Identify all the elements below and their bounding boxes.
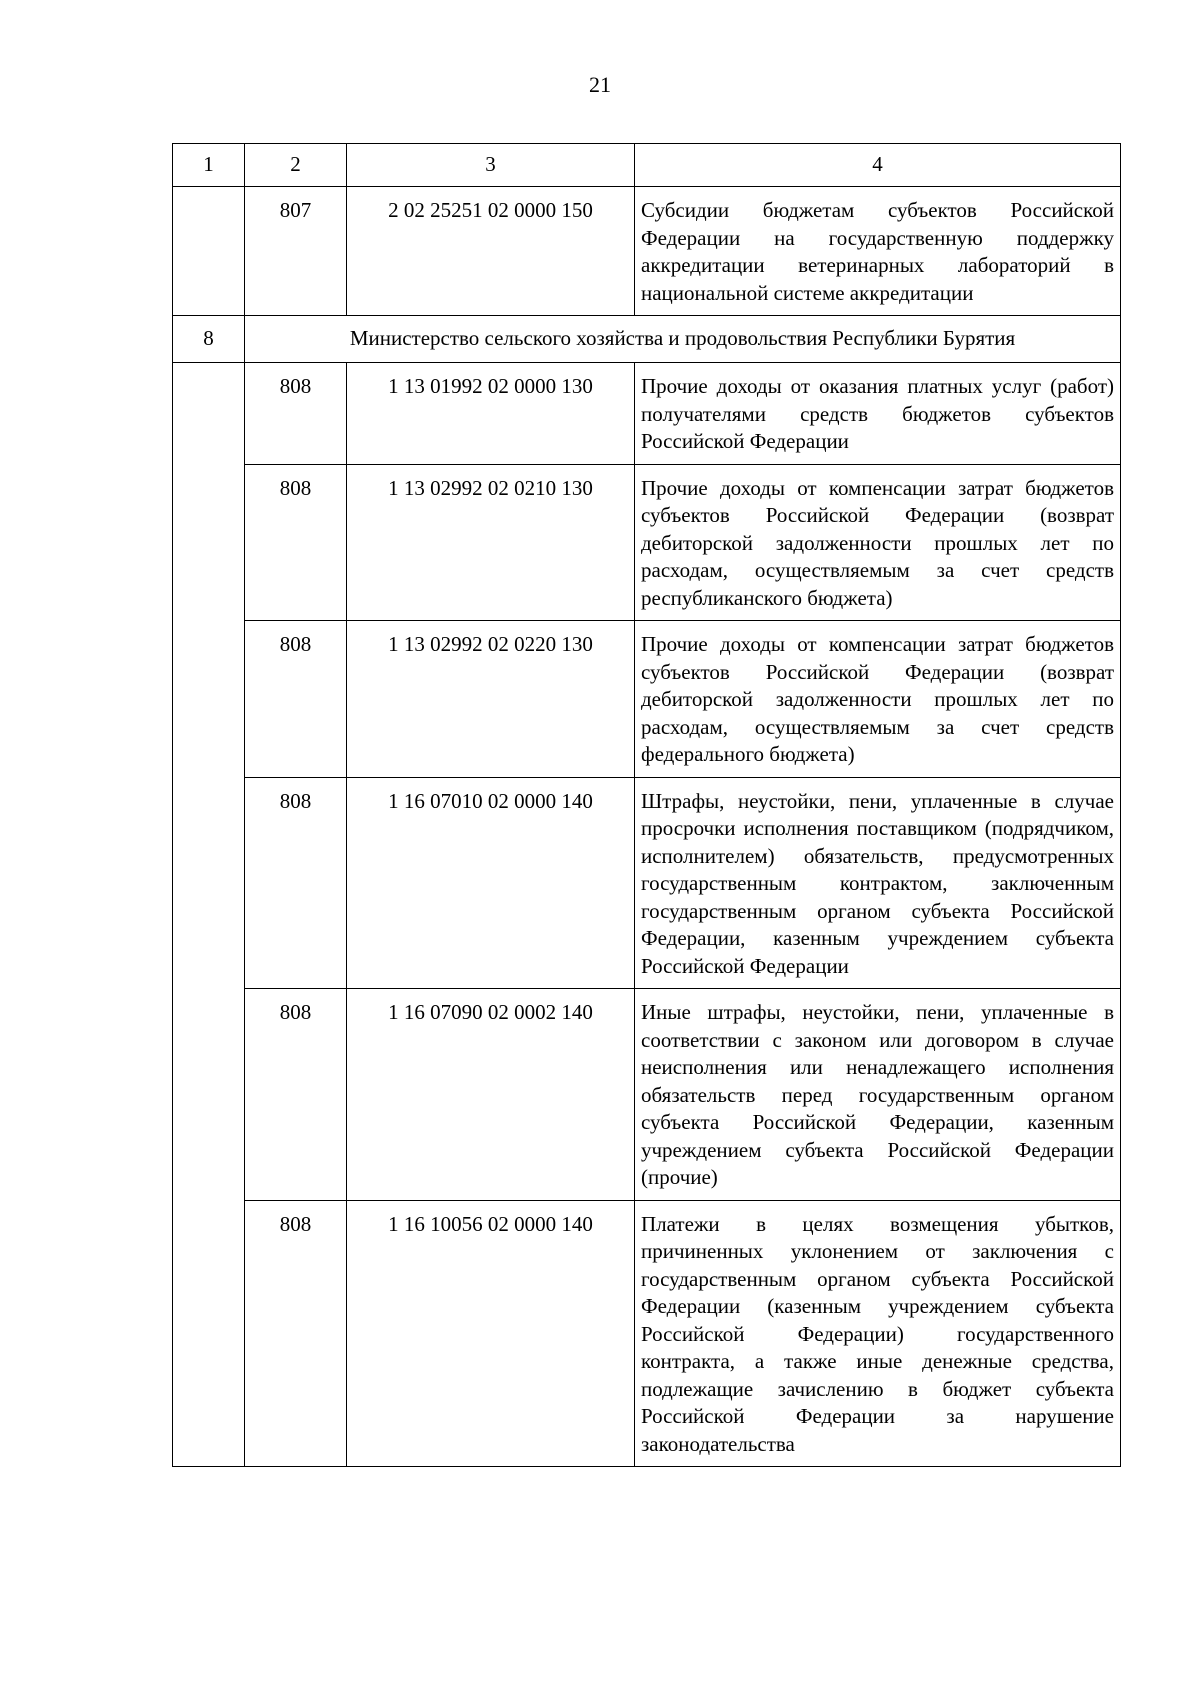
header-col-1: 1	[173, 144, 245, 187]
section-number: 8	[173, 316, 245, 363]
budget-code-cell: 1 16 07090 02 0002 140	[347, 989, 635, 1201]
table-row	[173, 187, 1121, 316]
admin-code-cell: 808	[245, 621, 347, 778]
header-col-2: 2	[245, 144, 347, 187]
table-row	[173, 621, 1121, 778]
admin-code-cell: 807	[245, 187, 347, 316]
budget-code-cell: 1 13 02992 02 0210 130	[347, 464, 635, 621]
section-title: Министерство сельского хозяйства и продовольствия Республики Бурятия	[245, 316, 1121, 363]
description-cell: Прочие доходы от оказания платных услуг (работ) получателями средств бюджетов субъектов Российской Федерации	[635, 363, 1121, 465]
description-cell: Платежи в целях возмещения убытков, причиненных уклонением от заключения с государственным органом субъекта Российской Федерации (казенным учреждением субъекта Российской Федерации) государственного контракта, а также иные денежные средства, подлежащие зачислению в бюджет субъекта Российской Федерации за нарушение законодательства	[635, 1200, 1121, 1467]
admin-code-cell: 808	[245, 363, 347, 465]
revenue-codes-table	[172, 143, 1121, 1467]
description-cell: Иные штрафы, неустойки, пени, уплаченные в соответствии с законом или договором в случае неисполнения или ненадлежащего исполнения обязательств перед государственным органом субъекта Российской Федерации, казенным учреждением субъекта Российской Федерации (прочие)	[635, 989, 1121, 1201]
table-row	[173, 777, 1121, 989]
admin-code-cell: 808	[245, 989, 347, 1201]
budget-code-cell: 1 13 02992 02 0220 130	[347, 621, 635, 778]
description-cell: Штрафы, неустойки, пени, уплаченные в случае просрочки исполнения поставщиком (подрядчиком, исполнителем) обязательств, предусмотренных государственным контрактом, заключенным государственным органом субъекта Российской Федерации, казенным учреждением субъекта Российской Федерации	[635, 777, 1121, 989]
budget-code-cell: 2 02 25251 02 0000 150	[347, 187, 635, 316]
admin-code-cell: 808	[245, 464, 347, 621]
budget-code-cell: 1 16 07010 02 0000 140	[347, 777, 635, 989]
table-row	[173, 363, 1121, 465]
table-row	[173, 989, 1121, 1201]
description-cell: Субсидии бюджетам субъектов Российской Федерации на государственную поддержку аккредитации ветеринарных лабораторий в национальной системе аккредитации	[635, 187, 1121, 316]
description-cell: Прочие доходы от компенсации затрат бюджетов субъектов Российской Федерации (возврат дебиторской задолженности прошлых лет по расходам, осуществляемым за счет средств федерального бюджета)	[635, 621, 1121, 778]
row-number-cell	[173, 187, 245, 316]
header-col-4: 4	[635, 144, 1121, 187]
description-cell: Прочие доходы от компенсации затрат бюджетов субъектов Российской Федерации (возврат дебиторской задолженности прошлых лет по расходам, осуществляемым за счет средств республиканского бюджета)	[635, 464, 1121, 621]
budget-code-cell: 1 13 01992 02 0000 130	[347, 363, 635, 465]
section-row	[173, 316, 1121, 363]
admin-code-cell: 808	[245, 777, 347, 989]
admin-code-cell: 808	[245, 1200, 347, 1467]
header-col-3: 3	[347, 144, 635, 187]
table-row	[173, 1200, 1121, 1467]
table-row	[173, 464, 1121, 621]
row-number-cell	[173, 363, 245, 1467]
budget-code-cell: 1 16 10056 02 0000 140	[347, 1200, 635, 1467]
page-number: 21	[589, 72, 611, 97]
table-header-row	[173, 144, 1121, 187]
